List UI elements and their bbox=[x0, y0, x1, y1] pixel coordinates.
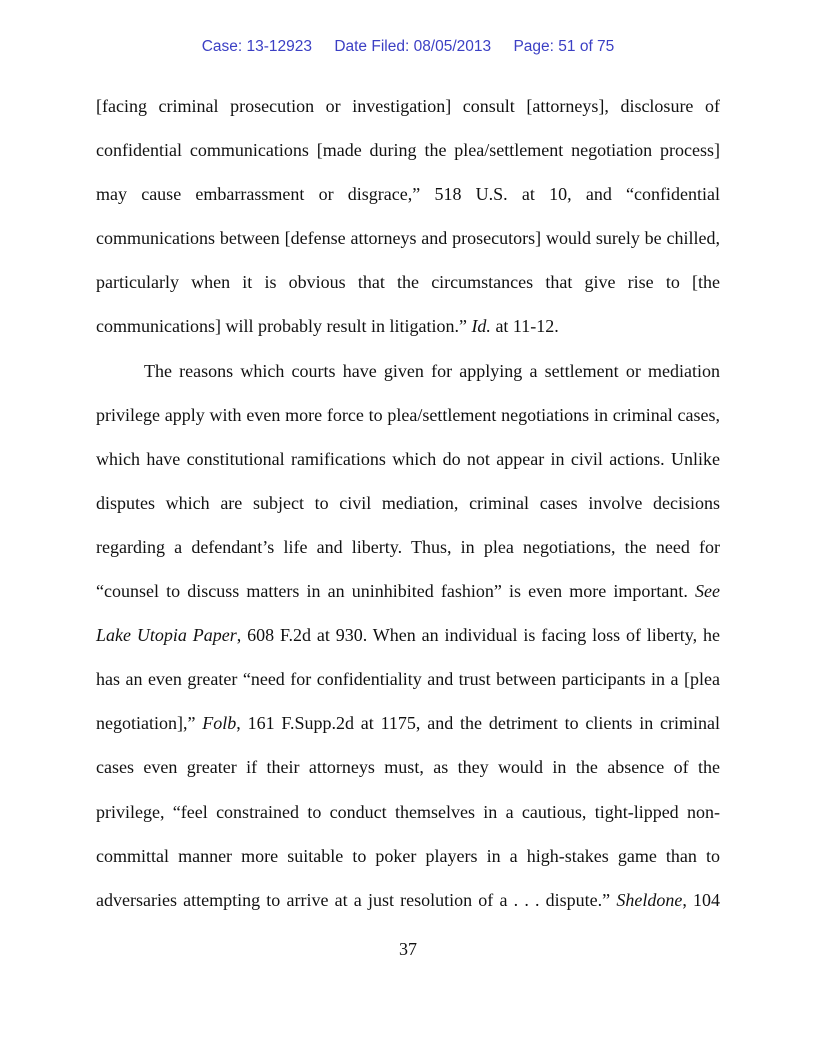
text-line: cases even greater if their attorneys must, as they would in the absence of the bbox=[96, 757, 720, 778]
text-run: , 161 F.Supp.2d at 1175, and the detriment to clients in criminal bbox=[236, 713, 720, 734]
citation-id: Id. bbox=[471, 316, 491, 337]
text-run: “counsel to discuss matters in an uninhibited fashion” is even more important. bbox=[96, 581, 696, 602]
text-line: privilege, “feel constrained to conduct themselves in a cautious, tight-lipped non- bbox=[96, 801, 720, 822]
text-line: particularly when it is obvious that the circumstances that give rise to [the bbox=[96, 272, 720, 293]
text-line: [facing criminal prosecution or investigation] consult [attorneys], disclosure of bbox=[96, 96, 720, 116]
text-line bbox=[96, 701, 720, 745]
text-line bbox=[96, 304, 720, 348]
citation-signal: See bbox=[695, 581, 720, 602]
text-line: privilege apply with even more force to plea/settlement negotiations in criminal cases, bbox=[96, 404, 720, 425]
text-line: The reasons which courts have given for applying a settlement or mediation bbox=[144, 360, 720, 381]
text-line bbox=[96, 878, 720, 922]
document-body bbox=[96, 84, 720, 922]
text-run: adversaries attempting to arrive at a just resolution of a . . . dispute.” bbox=[96, 889, 617, 910]
page-indicator: Page: 51 of 75 bbox=[513, 38, 615, 55]
text-run: negotiation],” bbox=[96, 713, 203, 734]
case-name: Sheldone bbox=[616, 889, 683, 910]
paragraph-1 bbox=[96, 84, 720, 349]
date-filed: Date Filed: 08/05/2013 bbox=[334, 38, 492, 55]
case-number: Case: 13-12923 bbox=[201, 38, 312, 55]
text-line: disputes which are subject to civil mediation, criminal cases involve decisions bbox=[96, 492, 720, 513]
text-line: regarding a defendant’s life and liberty. Thus, in plea negotiations, the need for bbox=[96, 536, 720, 557]
case-name: Lake Utopia Paper bbox=[96, 625, 237, 646]
text-line bbox=[96, 569, 720, 613]
text-line: which have constitutional ramifications which do not appear in civil actions. Unlike bbox=[96, 448, 720, 469]
text-line bbox=[96, 613, 720, 657]
text-line: confidential communications [made during the plea/settlement negotiation process] bbox=[96, 140, 720, 161]
text-run: communications] will probably result in litigation.” bbox=[96, 316, 472, 337]
text-line: has an even greater “need for confidentiality and trust between participants in a [plea bbox=[96, 669, 720, 690]
case-header bbox=[0, 38, 816, 56]
text-line: committal manner more suitable to poker players in a high-stakes game than to bbox=[96, 845, 720, 866]
text-line: communications between [defense attorneys and prosecutors] would surely be chilled, bbox=[96, 228, 720, 249]
text-run: , 104 bbox=[682, 889, 721, 910]
text-line: may cause embarrassment or disgrace,” 518 U.S. at 10, and “confidential bbox=[96, 184, 720, 205]
text-run: , 608 F.2d at 930. When an individual is facing loss of liberty, he bbox=[236, 625, 720, 646]
page-number: 37 bbox=[399, 939, 417, 959]
paragraph-2 bbox=[96, 349, 720, 922]
case-name: Folb bbox=[202, 713, 237, 734]
text-run: at 11-12. bbox=[490, 316, 559, 337]
